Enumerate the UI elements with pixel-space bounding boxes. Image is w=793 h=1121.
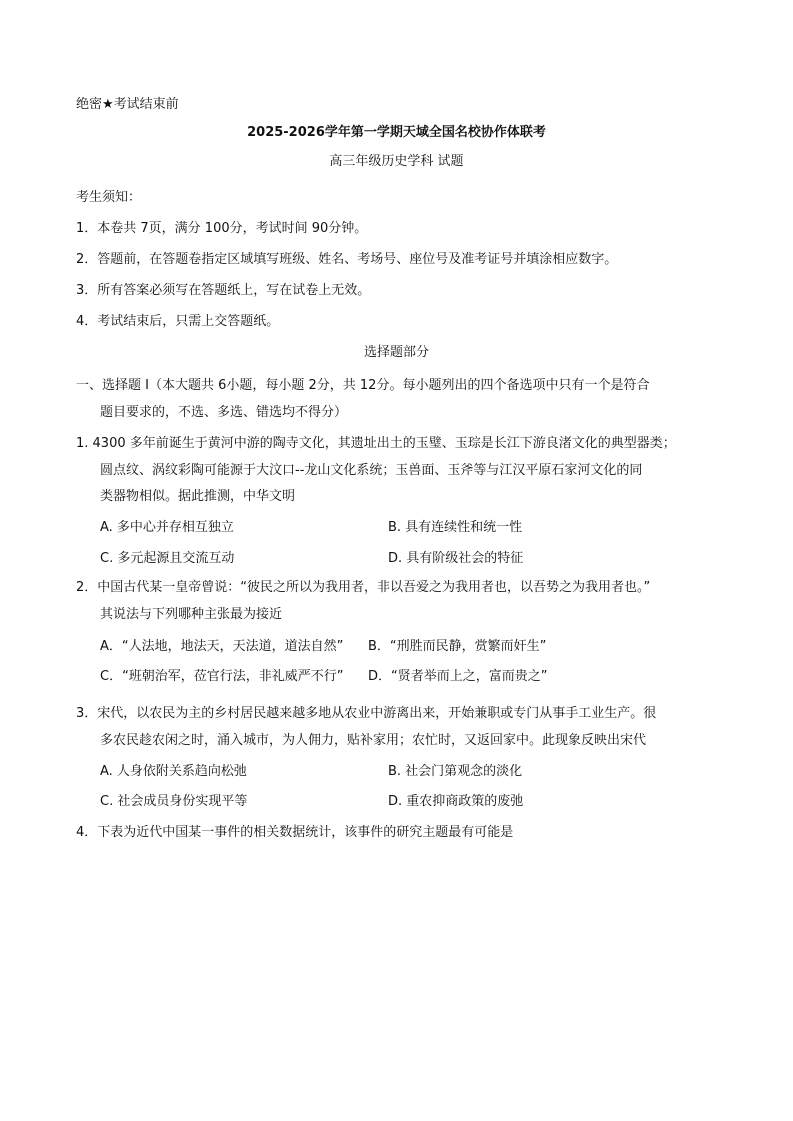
section-intro: 一、选择题 I（本大题共 6小题，每小题 2分，共 12分。每小题列出的四个备选项中只有一个是符合 <box>76 378 650 393</box>
question-3-option-a: A. 人身依附关系趋向松弛 <box>100 764 247 779</box>
question-3-stem: 多农民趁农闲之时，涌入城市，为人佣力，贴补家用；农忙时，又返回家中。此现象反映出宋代 <box>100 733 647 748</box>
notice-item: 1．本卷共 7页，满分 100分，考试时间 90分钟。 <box>76 221 368 236</box>
question-1-stem: 圆点纹、涡纹彩陶可能源于大汶口--龙山文化系统；玉兽面、玉斧等与江汉平原石家河文化的同 <box>100 463 643 478</box>
section-intro-continued: 题目要求的，不选、多选、错选均不得分） <box>100 405 348 420</box>
question-2-option-c: C．“班朝治军，莅官行法，非礼威严不行” <box>100 669 344 684</box>
exam-subtitle: 高三年级历史学科 试题 <box>329 154 464 169</box>
question-1-option-a: A. 多中心并存相互独立 <box>100 520 234 535</box>
question-2-stem: 其说法与下列哪种主张最为接近 <box>100 607 283 622</box>
question-2-option-b: B．“刑胜而民静，赏繁而奸生” <box>368 639 547 654</box>
question-2-option-d: D．“贤者举而上之，富而贵之” <box>368 669 548 684</box>
notice-item: 3．所有答案必须写在答题纸上，写在试卷上无效。 <box>76 283 371 298</box>
exam-title: 2025-2026学年第一学期天域全国名校协作体联考 <box>247 125 546 140</box>
question-3-option-b: B. 社会门第观念的淡化 <box>388 764 523 779</box>
question-1-stem: 1. 4300 多年前诞生于黄河中游的陶寺文化，其遗址出土的玉璧、玉琮是长江下游良渚文化的典型器类； <box>76 436 676 451</box>
question-1-stem: 类器物相似。据此推测，中华文明 <box>100 489 296 504</box>
notice-item: 4．考试结束后，只需上交答题纸。 <box>76 314 280 329</box>
question-1-option-b: B. 具有连续性和统一性 <box>388 520 523 535</box>
question-1-option-d: D. 具有阶级社会的特征 <box>388 551 524 566</box>
question-3-stem: 3．宋代，以农民为主的乡村居民越来越多地从农业中游离出来，开始兼职或专门从事手工业生产。很 <box>76 706 657 721</box>
question-3-option-d: D. 重农抑商政策的废弛 <box>388 794 524 809</box>
question-4-stem: 4．下表为近代中国某一事件的相关数据统计，该事件的研究主题最有可能是 <box>76 825 514 840</box>
question-1-option-c: C. 多元起源且交流互动 <box>100 551 235 566</box>
section-title: 选择题部分 <box>363 345 429 360</box>
question-3-option-c: C. 社会成员身份实现平等 <box>100 794 248 809</box>
question-2-option-a: A．“人法地，地法天，天法道，道法自然” <box>100 639 344 654</box>
question-2-stem: 2．中国古代某一皇帝曾说：“彼民之所以为我用者，非以吾爱之为我用者也，以吾势之为我用者也。” <box>76 580 651 595</box>
secret-mark: 绝密★考试结束前 <box>76 97 179 112</box>
notice-heading: 考生须知： <box>76 190 142 205</box>
notice-item: 2．答题前，在答题卷指定区域填写班级、姓名、考场号、座位号及准考证号并填涂相应数字。 <box>76 252 618 267</box>
